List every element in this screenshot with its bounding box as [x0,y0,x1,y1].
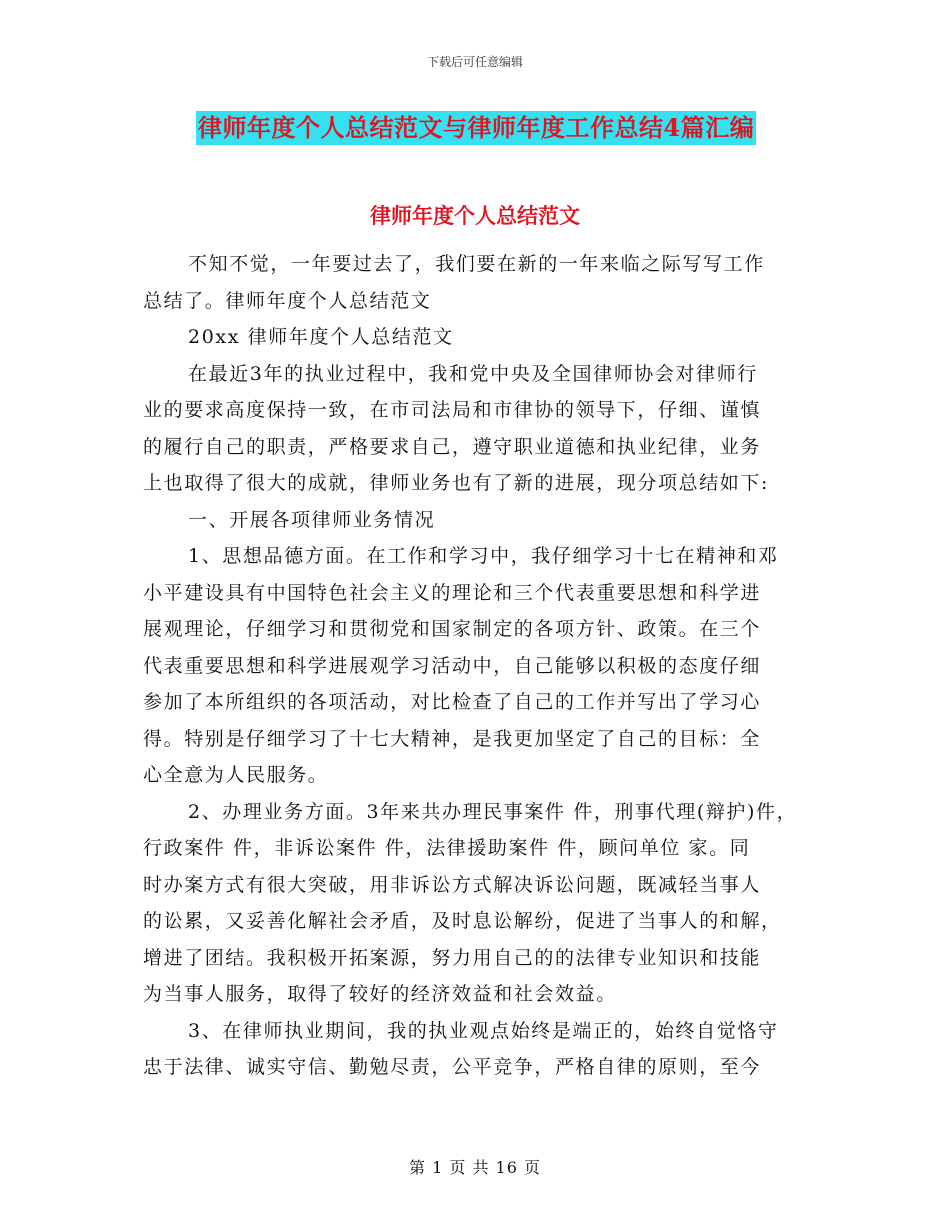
paragraph-line: 展观理论，仔细学习和贯彻党和国家制定的各项方针、政策。在三个 [143,618,762,640]
paragraph-line: 1、思想品德方面。在工作和学习中，我仔细学习十七在精神和邓 [188,545,779,567]
paragraph-line: 的履行自己的职责，严格要求自己，遵守职业道德和执业纪律，业务 [143,435,762,458]
paragraph-line: 2、办理业务方面。3年来共办理民事案件 件，刑事代理(辩护)件， [188,800,798,823]
paragraph-line: 增进了团结。我积极开拓案源，努力用自己的的法律专业知识和技能 [143,946,762,969]
paragraph-line: 得。特别是仔细学习了十七大精神，是我更加坚定了自己的目标：全 [143,727,762,750]
paragraph-line: 业的要求高度保持一致，在市司法局和市律协的领导下，仔细、谨慎 [143,399,762,421]
paragraph-line: 心全意为人民服务。 [143,764,329,786]
paragraph-line: 20xx 律师年度个人总结范文 [188,326,454,348]
paragraph-line: 代表重要思想和科学进展观学习活动中，自己能够以积极的态度仔细 [143,654,762,677]
section-title: 律师年度个人总结范文 [370,203,580,228]
paragraph-line: 一、开展各项律师业务情况 [188,508,436,531]
document-body [143,246,843,1086]
paragraph-line: 3、在律师执业期间，我的执业观点始终是端正的，始终自觉恪守 [188,1019,779,1042]
paragraph-line: 上也取得了很大的成就，律师业务也有了新的进展，现分项总结如下: [143,472,770,494]
paragraph-line: 总结了。律师年度个人总结范文 [143,289,432,312]
header-note: 下载后可任意编辑 [426,55,523,69]
paragraph-line: 忠于法律、诚实守信、勤勉尽责，公平竞争，严格自律的原则，至今 [143,1056,762,1078]
paragraph-line: 为当事人服务，取得了较好的经济效益和社会效益。 [143,983,617,1005]
paragraph-line: 参加了本所组织的各项活动，对比检查了自己的工作并写出了学习心 [143,691,762,713]
paragraph-line: 的讼累，又妥善化解社会矛盾，及时息讼解纷，促进了当事人的和解， [143,910,782,932]
paragraph-line: 行政案件 件，非诉讼案件 件，法律援助案件 件，顾问单位 家。同 [143,837,751,859]
document-title: 律师年度个人总结范文与律师年度工作总结4篇汇编 [196,111,756,145]
paragraph-line: 时办案方式有很大突破，用非诉讼方式解决诉讼问题，既减轻当事人 [143,873,762,896]
paragraph-line: 不知不觉，一年要过去了，我们要在新的一年来临之际写写工作 [188,253,765,275]
page-number: 第 1 页 共 16 页 [409,1158,541,1177]
paragraph-line: 在最近3年的执业过程中，我和党中央及全国律师协会对律师行 [188,362,758,385]
paragraph-line: 小平建设具有中国特色社会主义的理论和三个代表重要思想和科学进 [143,581,762,604]
